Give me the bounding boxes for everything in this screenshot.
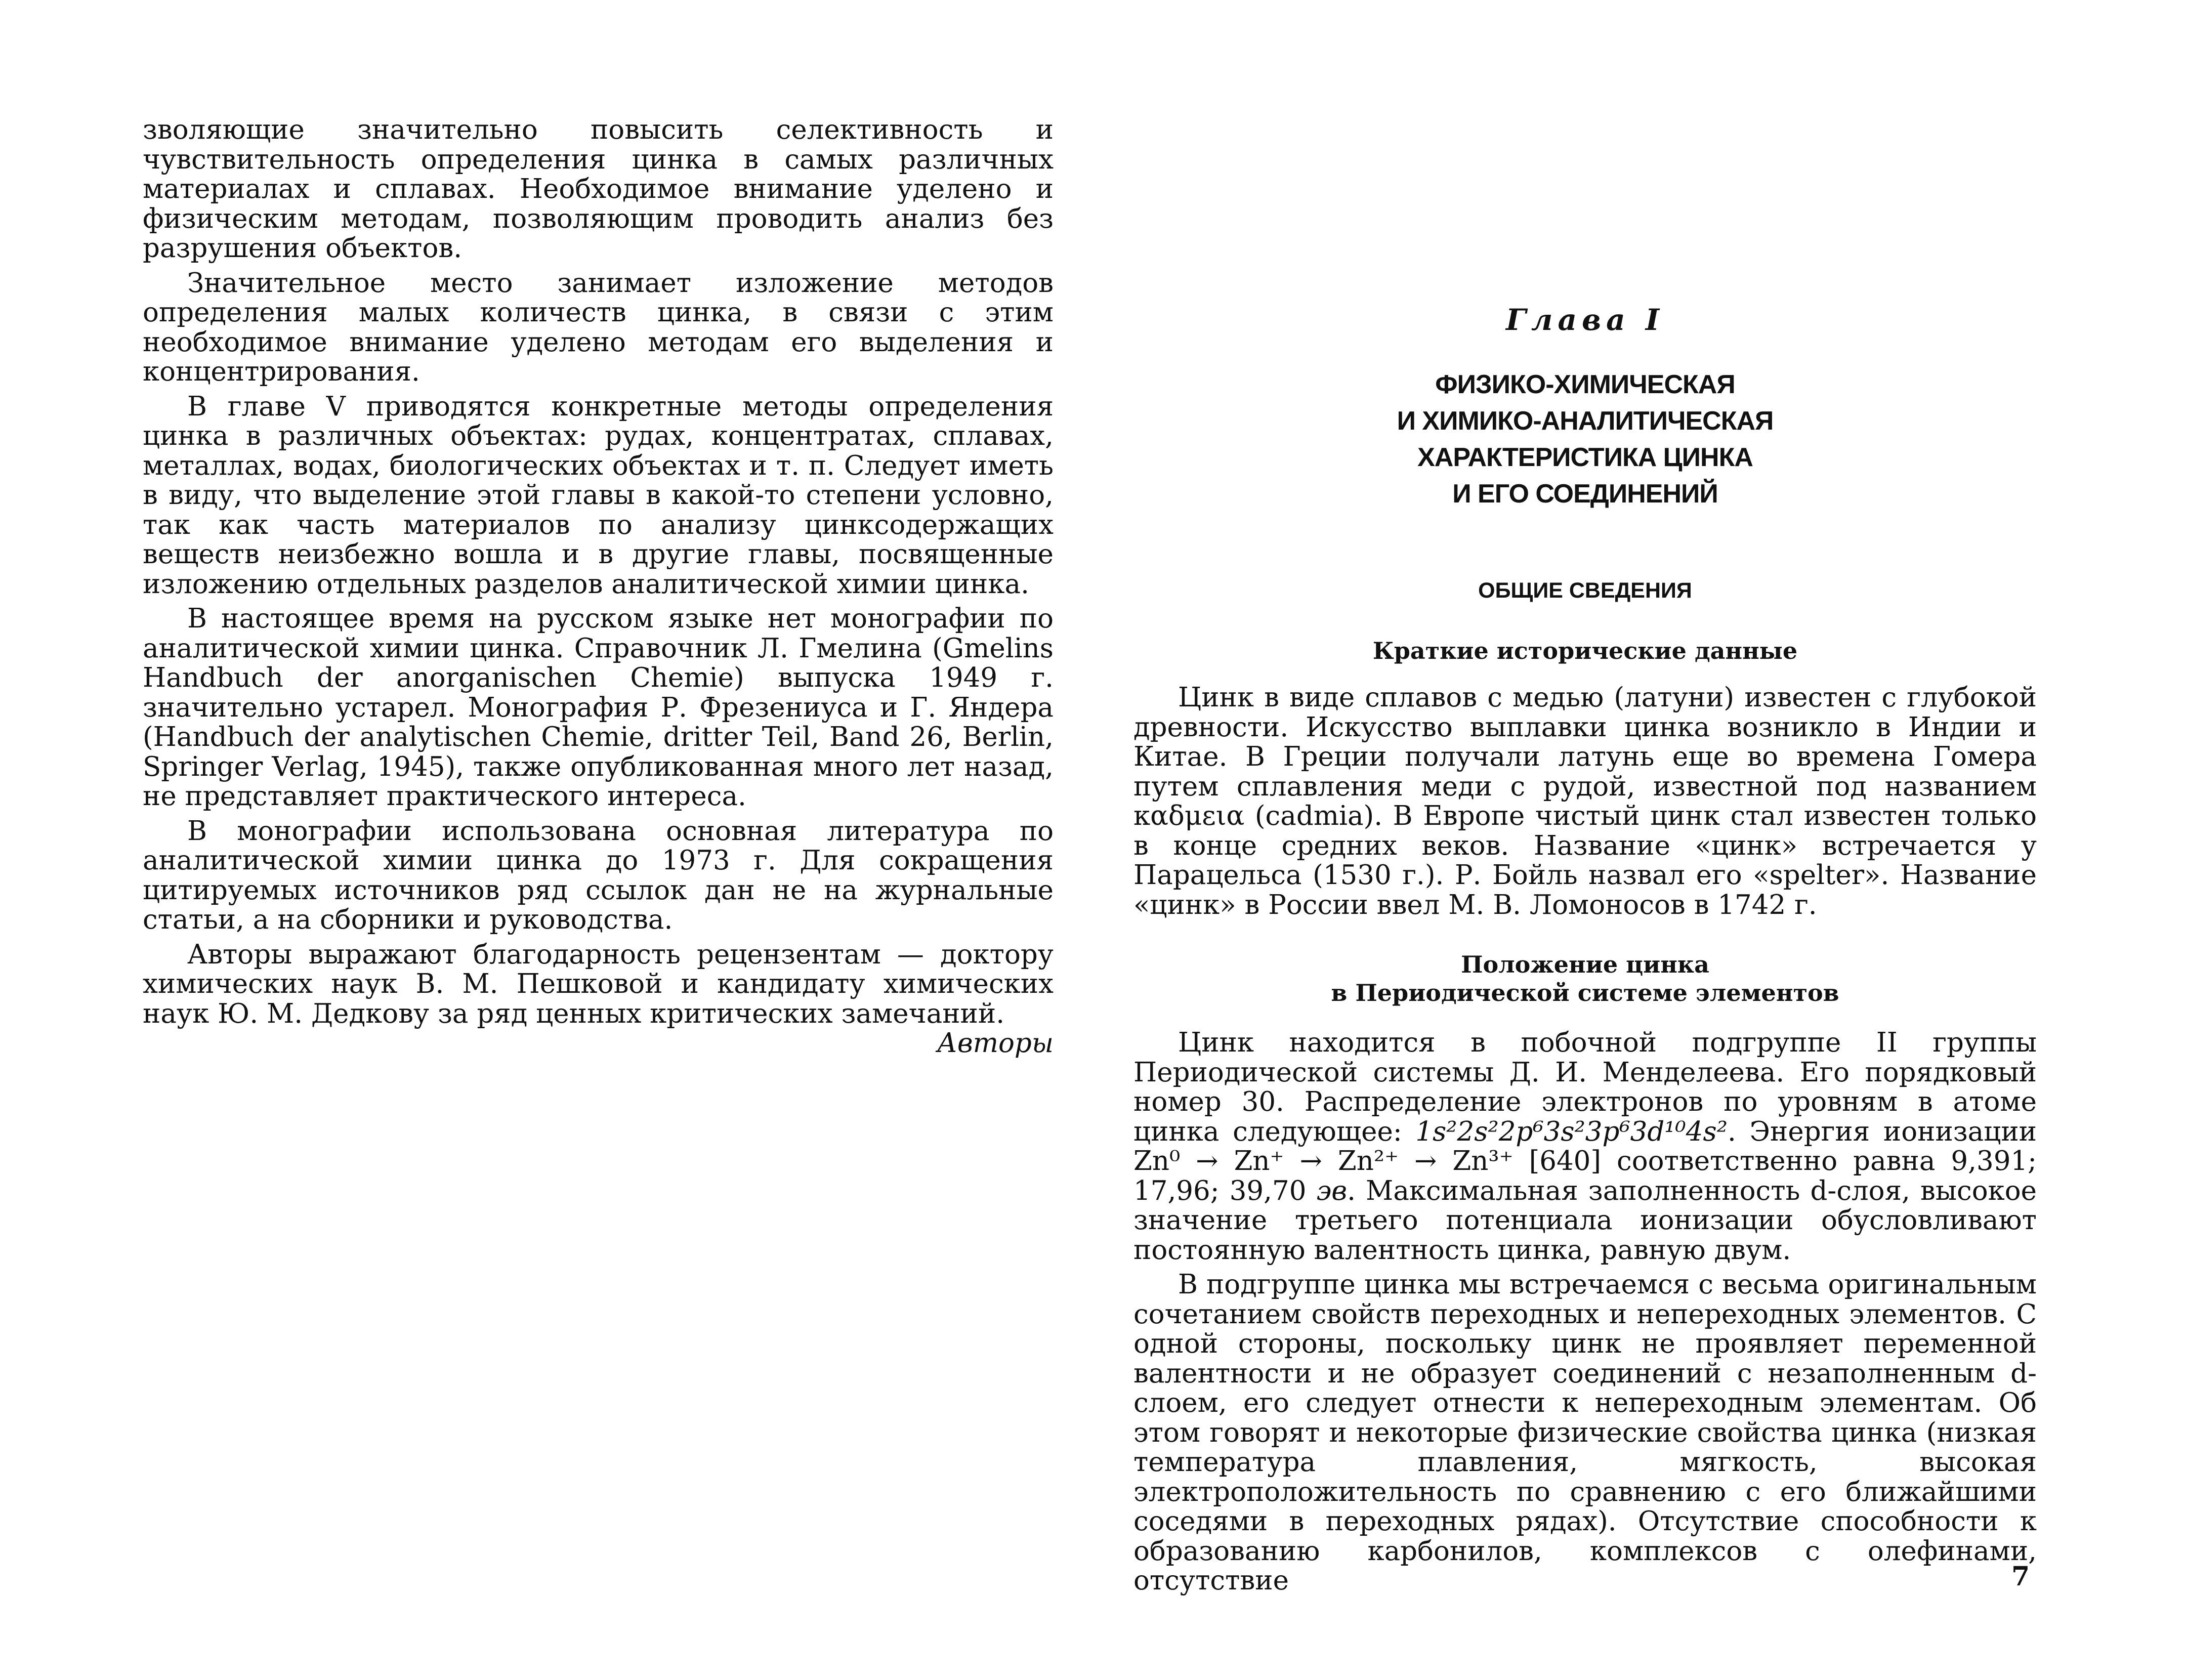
paragraph-3: В главе V приводятся конкретные методы определения цинка в различных объектах: рудах, концентратах, сплавах, металлах, водах, биологических объектах и т. п. Следует иметь в виду, что выделение этой главы в какой-то степени условно, так как часть материалов по анализу цинксодержащих веществ неизбежно вошла и в другие главы, посвященные изложению отдельных разделов аналитической химии цинка. — [143, 391, 1054, 600]
position-heading — [1133, 950, 2037, 1007]
authors-signature: Авторы — [937, 1028, 1054, 1059]
position-text-b: . Энергия ионизации Zn⁰ → Zn⁺ → Zn²⁺ → Zn³⁺ [640] соответственно равна 9,391; 17,96; 39,70 — [1133, 1116, 2037, 1206]
paragraph-6: Авторы выражают благодарность рецензентам — доктору химических наук В. М. Пешковой и кандидату химических наук Ю. М. Дедкову за ряд ценных критических замечаний. — [143, 939, 1054, 1029]
page-number: 7 — [2011, 1561, 2030, 1592]
chapter-label: Глава I — [1505, 303, 1665, 337]
section-heading: ОБЩИЕ СВЕДЕНИЯ — [1478, 578, 1692, 603]
position-heading-line-2: в Периодической системе элементов — [1331, 979, 1839, 1006]
chapter-title — [1133, 366, 2037, 512]
electron-configuration: 1s²2s²2p⁶3s²3p⁶3d¹⁰4s² — [1415, 1116, 1728, 1147]
unit-ev: эв — [1316, 1175, 1348, 1206]
position-heading-line-1: Положение цинка — [1461, 951, 1709, 978]
position-text — [1133, 1028, 2037, 1596]
chapter-title-line: ФИЗИКО-ХИМИЧЕСКАЯ — [1435, 370, 1735, 399]
position-paragraph-2: В подгруппе цинка мы встречаемся с весьма оригинальным сочетанием свойств переходных и непереходных элементов. С одной стороны, поскольку цинк не проявляет переменной валентности и не образует соединений с незаполненным d-слоем, его следует отнести к непереходным элементам. Об этом говорят и некоторые физические свойства цинка (низкая температура плавления, мягкость, высокая электроположительность по сравнению с его ближайшими соседями в переходных рядах). Отсутствие способности к образованию карбонилов, комплексов с олефинами, отсутствие — [1133, 1269, 2037, 1596]
position-text-c: . Максимальная заполненность d-слоя, высокое значение третьего потенциала ионизации обусловливают постоянную валентность цинка, равную двум. — [1133, 1175, 2037, 1266]
history-paragraph: Цинк в виде сплавов с медью (латуни) известен с глубокой древности. Искусство выплавки цинка возникло в Индии и Китае. В Греции получали латунь еще во времена Гомера путем сплавления меди с рудой, известной под названием καδμεια (cadmia). В Европе чистый цинк стал известен только в конце средних веков. Название «цинк» встречается у Парацельса (1530 г.). Р. Бойль назвал его «spelter». Название «цинк» в России ввел М. В. Ломоносов в 1742 г. — [1133, 682, 2037, 920]
paragraph-2: Значительное место занимает изложение методов определения малых количеств цинка, в связи с этим необходимое внимание уделено методам его выделения и концентрирования. — [143, 267, 1054, 387]
history-text — [1133, 683, 2037, 920]
paragraph-4: В настоящее время на русском языке нет монографии по аналитической химии цинка. Справочник Л. Гмелина (Gmelins Handbuch der anorganischen Chemie) выпуска 1949 г. значительно устарел. Монография Р. Фрезениуса и Г. Яндера (Handbuch der analytischen Chemie, dritter Teil, Band 26, Berlin, Springer Verlag, 1945), также опубликованная много лет назад, не представляет практического интереса. — [143, 603, 1054, 812]
history-heading: Краткие исторические данные — [1372, 637, 1798, 664]
position-text-a: Цинк находится в побочной подгруппе II группы Периодической системы Д. И. Менделеева. Его порядковый номер 30. Распределение электронов по уровням в атоме цинка следующее: — [1133, 1027, 2037, 1147]
position-paragraph-1 — [1133, 1028, 2037, 1265]
chapter-title-line: И ХИМИКО-АНАЛИТИЧЕСКАЯ — [1397, 406, 1774, 436]
paragraph-5: В монографии использована основная литература по аналитической химии цинка до 1973 г. Для сокращения цитируемых источников ряд ссылок дан не на журнальные статьи, а на сборники и руководства. — [143, 815, 1054, 935]
chapter-title-line: И ЕГО СОЕДИНЕНИЙ — [1452, 479, 1718, 509]
paragraph-1: зволяющие значительно повысить селективность и чувствительность определения цинка в самых различных материалах и сплавах. Необходимое внимание уделено и физическим методам, позволяющим проводить анализ без разрушения объектов. — [143, 114, 1054, 264]
chapter-title-line: ХАРАКТЕРИСТИКА ЦИНКА — [1417, 443, 1753, 472]
left-page-text — [143, 115, 1054, 1059]
